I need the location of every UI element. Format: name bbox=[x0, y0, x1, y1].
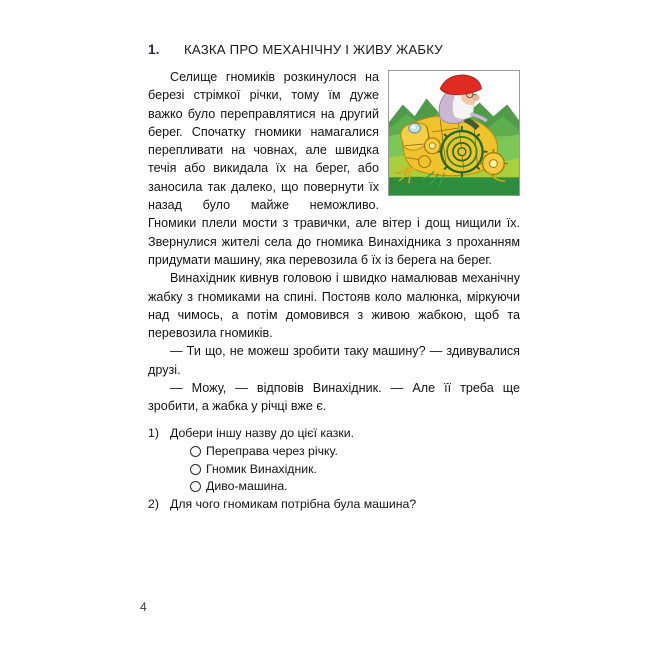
radio-button-icon[interactable] bbox=[190, 481, 201, 492]
story-body bbox=[148, 68, 520, 416]
answer-option[interactable] bbox=[190, 478, 520, 495]
answer-option[interactable] bbox=[190, 443, 520, 460]
question-text: Добери іншу назву до цієї казки. bbox=[170, 425, 355, 440]
story-paragraph-3: — Ти що, не можеш зробити таку машину? — здивувалися друзі. bbox=[148, 344, 520, 377]
question-item bbox=[148, 425, 520, 442]
answer-options bbox=[148, 443, 520, 495]
radio-button-icon[interactable] bbox=[190, 464, 201, 475]
story-paragraph-4: — Можу, — відповів Винахідник. — Але її треба ще зробити, а жабка у річці вже є. bbox=[148, 381, 520, 414]
story-paragraph-2: Винахідник кивнув головою і швидко намалював механічну жабку з гномиками на спині. Постояв коло малюнка, міркуючи над чимось, а потім домовився з живою жабкою, щоб та перевозила гномиків. bbox=[148, 271, 520, 341]
illustration-frame bbox=[388, 70, 520, 196]
story-paragraph-1: Селище гномиків розкинулося на березі стрімкої річки, тому їм дуже важко було переправлятися на другий берег. Спочатку гномики намагалися перепливати на човнах, але швидка течія або викидала їх на берег, або заносила так далеко, що повернути їх назад було майже неможливо. Гномики плели мости з травички, але вітер і дощ нищили їх. Звернулися жителі села до гномика Винахідника з проханням придумати машину, яка перевозила б їх із берега на берег. bbox=[148, 70, 520, 267]
answer-option-label: Гномик Винахідник. bbox=[206, 461, 317, 476]
question-item bbox=[148, 496, 520, 513]
answer-option-label: Диво-машина. bbox=[206, 479, 288, 494]
answer-option[interactable] bbox=[190, 461, 520, 478]
radio-button-icon[interactable] bbox=[190, 446, 201, 457]
question-number: 1) bbox=[148, 425, 159, 440]
answer-option-label: Переправа через річку. bbox=[206, 444, 338, 459]
section-title: КАЗКА ПРО МЕХАНІЧНУ І ЖИВУ ЖАБКУ bbox=[184, 42, 443, 57]
page-content bbox=[148, 42, 520, 513]
page-title bbox=[148, 42, 520, 57]
section-number: 1. bbox=[148, 42, 160, 57]
question-number: 2) bbox=[148, 497, 159, 512]
gnome-frog-illustration-icon bbox=[389, 71, 519, 195]
questions-section bbox=[148, 425, 520, 514]
question-text: Для чого гномикам потрібна була машина? bbox=[170, 497, 417, 512]
page-number: 4 bbox=[140, 600, 147, 614]
